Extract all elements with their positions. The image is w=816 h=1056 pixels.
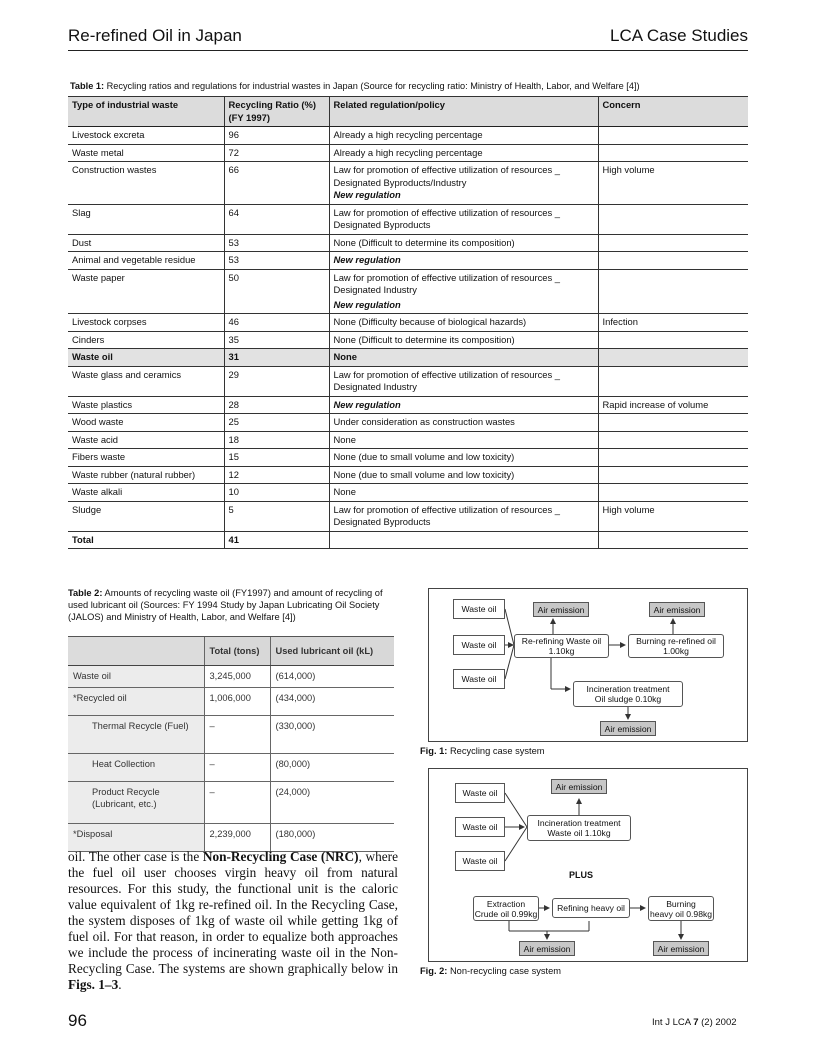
cell-type: Waste oil bbox=[68, 349, 224, 367]
cell-concern bbox=[598, 252, 748, 270]
process-label: Refining heavy oil bbox=[557, 903, 625, 913]
process-label: Incineration treatment bbox=[537, 818, 621, 828]
cell-total: – bbox=[204, 716, 270, 754]
cell-regulation: Under consideration as construction wastes bbox=[329, 414, 598, 432]
process-amount: Waste oil 1.10kg bbox=[547, 828, 611, 838]
process-label: Burning re-refined oil bbox=[636, 636, 716, 646]
journal-issue: (2) 2002 bbox=[698, 1017, 737, 1028]
header-title: Re-refined Oil in Japan bbox=[68, 26, 242, 45]
cell-type: Livestock excreta bbox=[68, 127, 224, 145]
process-amount: 1.00kg bbox=[663, 646, 689, 656]
table1-caption bbox=[70, 81, 760, 91]
regulation-text: Law for promotion of effective utilization of resources _ Designated Industry bbox=[333, 271, 561, 295]
new-regulation-label: New regulation bbox=[333, 298, 401, 310]
cell-concern bbox=[598, 127, 748, 145]
cell-type: Total bbox=[68, 531, 224, 549]
table-row bbox=[68, 331, 748, 349]
table-row bbox=[68, 144, 748, 162]
waste-oil-node bbox=[453, 635, 505, 655]
node-label: Waste oil bbox=[462, 856, 498, 866]
regulation-text: Law for promotion of effective utilization of resources _ Designated Byproducts/Industry bbox=[333, 164, 561, 188]
figure1-caption-label: Fig. 1: bbox=[420, 746, 448, 756]
cell-concern bbox=[598, 449, 748, 467]
table-row-highlighted bbox=[68, 349, 748, 367]
table-row bbox=[68, 484, 748, 502]
node-label: Waste oil bbox=[462, 822, 498, 832]
cell-ratio: 29 bbox=[224, 366, 329, 396]
table2-header-row bbox=[68, 637, 394, 666]
figure2-caption bbox=[420, 966, 561, 976]
cell-concern bbox=[598, 466, 748, 484]
table-row bbox=[68, 449, 748, 467]
page-number: 96 bbox=[68, 1011, 87, 1030]
cell-total: 2,239,000 bbox=[204, 824, 270, 852]
waste-oil-node bbox=[455, 817, 505, 837]
table-row bbox=[68, 204, 748, 234]
header-section: LCA Case Studies bbox=[610, 26, 748, 45]
node-label: Waste oil bbox=[461, 674, 497, 684]
new-regulation-label: New regulation bbox=[329, 396, 598, 414]
table-row bbox=[68, 754, 394, 782]
waste-oil-node bbox=[453, 669, 505, 689]
table-row bbox=[68, 501, 748, 531]
cell-ratio: 66 bbox=[224, 162, 329, 205]
table1-caption-label: Table 1: bbox=[70, 81, 105, 91]
process-amount: heavy oil 0.98kg bbox=[649, 908, 713, 919]
cell-ratio: 41 bbox=[224, 531, 329, 549]
cell-concern bbox=[598, 349, 748, 367]
table-row bbox=[68, 396, 748, 414]
cell-type: Waste alkali bbox=[68, 484, 224, 502]
cell-type: Wood waste bbox=[68, 414, 224, 432]
air-emission-node bbox=[653, 941, 709, 956]
paragraph-figure-ref: Figs. 1–3 bbox=[68, 977, 119, 992]
process-amount: Crude oil 0.99kg bbox=[474, 908, 538, 919]
cell-type: Waste rubber (natural rubber) bbox=[68, 466, 224, 484]
cell-label: Waste oil bbox=[68, 666, 204, 688]
cell-concern bbox=[598, 366, 748, 396]
table2-caption-text: Amounts of recycling waste oil (FY1997) and amount of recycling of used lubricant oil (Sources: FY 1994 Study by Japan Lubricating Oil Society (JALOS) and Ministry of Health, Labor, and Welfare [4]) bbox=[68, 588, 383, 622]
cell-ratio: 35 bbox=[224, 331, 329, 349]
cell-total: 3,245,000 bbox=[204, 666, 270, 688]
cell-type: Waste plastics bbox=[68, 396, 224, 414]
node-label: Air emission bbox=[537, 604, 585, 615]
refining-process bbox=[552, 898, 630, 918]
paragraph-text: . bbox=[118, 977, 122, 992]
cell-type: Dust bbox=[68, 234, 224, 252]
cell-concern: Rapid increase of volume bbox=[598, 396, 748, 414]
cell-regulation: None bbox=[329, 484, 598, 502]
table-row bbox=[68, 127, 748, 145]
table2-col-total: Total (tons) bbox=[204, 637, 270, 666]
cell-regulation: None (Difficulty because of biological hazards) bbox=[329, 314, 598, 332]
burning-process bbox=[648, 896, 714, 921]
cell-ratio: 53 bbox=[224, 252, 329, 270]
cell-type: Waste acid bbox=[68, 431, 224, 449]
cell-type: Construction wastes bbox=[68, 162, 224, 205]
table-row bbox=[68, 431, 748, 449]
cell-concern bbox=[598, 531, 748, 549]
cell-concern bbox=[598, 234, 748, 252]
waste-oil-node bbox=[453, 599, 505, 619]
process-amount: Oil sludge 0.10kg bbox=[594, 694, 662, 704]
node-label: Air emission bbox=[604, 723, 652, 734]
body-paragraph bbox=[68, 849, 398, 993]
cell-type: Waste glass and ceramics bbox=[68, 366, 224, 396]
table1-col-regulation: Related regulation/policy bbox=[329, 97, 598, 127]
cell-concern: Infection bbox=[598, 314, 748, 332]
cell-ratio: 31 bbox=[224, 349, 329, 367]
paragraph-text: , where the fuel oil user chooses virgin heavy oil from natural resources. For this study, the functional unit is the caloric value equivalent of 1kg re-refined oil. In the Recycling Case, the system disposes of 1kg of waste oil while getting 1kg of fuel oil. For that reason, in order to equalize both approaches we include the process of incinerating waste oil in the Non-Recycling Case. The systems are shown graphically below in bbox=[68, 849, 398, 976]
table-row bbox=[68, 666, 394, 688]
cell-concern: High volume bbox=[598, 501, 748, 531]
table-row bbox=[68, 824, 394, 852]
new-regulation-label: New regulation bbox=[333, 189, 401, 200]
table-row bbox=[68, 234, 748, 252]
table2-caption bbox=[68, 587, 398, 623]
figure1-caption-text: Recycling case system bbox=[449, 746, 545, 756]
cell-lubricant: (614,000) bbox=[270, 666, 394, 688]
rerefining-process bbox=[514, 634, 609, 658]
cell-regulation: None (due to small volume and low toxicity) bbox=[329, 449, 598, 467]
cell-lubricant: (434,000) bbox=[270, 688, 394, 716]
cell-total: – bbox=[204, 754, 270, 782]
cell-type: Livestock corpses bbox=[68, 314, 224, 332]
cell-ratio: 50 bbox=[224, 269, 329, 314]
table-row bbox=[68, 366, 748, 396]
table-row bbox=[68, 162, 748, 205]
cell-concern bbox=[598, 144, 748, 162]
figure2-caption-label: Fig. 2: bbox=[420, 966, 448, 976]
cell-lubricant: (80,000) bbox=[270, 754, 394, 782]
cell-regulation: Law for promotion of effective utilization of resources _ Designated Byproducts bbox=[329, 501, 598, 531]
cell-regulation: None (Difficult to determine its composition) bbox=[329, 331, 598, 349]
cell-concern bbox=[598, 414, 748, 432]
cell-ratio: 12 bbox=[224, 466, 329, 484]
table-total-row bbox=[68, 531, 748, 549]
air-emission-node bbox=[551, 779, 607, 794]
cell-ratio: 96 bbox=[224, 127, 329, 145]
cell-type: Waste metal bbox=[68, 144, 224, 162]
table2-caption-label: Table 2: bbox=[68, 588, 103, 598]
cell-regulation: None bbox=[329, 431, 598, 449]
cell-ratio: 72 bbox=[224, 144, 329, 162]
cell-concern bbox=[598, 204, 748, 234]
journal-citation bbox=[652, 1017, 737, 1028]
table2-col-blank bbox=[68, 637, 204, 666]
table1-col-type: Type of industrial waste bbox=[68, 97, 224, 127]
cell-total: 1,006,000 bbox=[204, 688, 270, 716]
table-row bbox=[68, 314, 748, 332]
running-header bbox=[68, 26, 748, 51]
air-emission-node bbox=[649, 602, 705, 617]
cell-type: Fibers waste bbox=[68, 449, 224, 467]
cell-concern bbox=[598, 269, 748, 314]
cell-type: Animal and vegetable residue bbox=[68, 252, 224, 270]
table1-header-row bbox=[68, 97, 748, 127]
process-label: Burning bbox=[666, 898, 696, 909]
cell-type: Slag bbox=[68, 204, 224, 234]
table-row bbox=[68, 466, 748, 484]
cell-lubricant: (330,000) bbox=[270, 716, 394, 754]
node-label: Waste oil bbox=[461, 604, 497, 614]
table-row bbox=[68, 269, 748, 314]
incineration-process bbox=[573, 681, 683, 707]
cell-label: Thermal Recycle (Fuel) bbox=[68, 716, 204, 754]
cell-regulation: Law for promotion of effective utilization of resources _ Designated Byproducts bbox=[329, 204, 598, 234]
cell-label: *Disposal bbox=[68, 824, 204, 852]
table-row bbox=[68, 688, 394, 716]
cell-regulation: None bbox=[329, 349, 598, 367]
cell-label: Heat Collection bbox=[68, 754, 204, 782]
process-label: Incineration treatment bbox=[586, 684, 670, 694]
node-label: Waste oil bbox=[462, 788, 498, 798]
cell-type: Waste paper bbox=[68, 269, 224, 314]
cell-concern bbox=[598, 431, 748, 449]
cell-regulation: None (Difficult to determine its composition) bbox=[329, 234, 598, 252]
table2 bbox=[68, 636, 394, 852]
process-label: Extraction bbox=[486, 898, 526, 909]
cell-regulation: None (due to small volume and low toxicity) bbox=[329, 466, 598, 484]
burning-process bbox=[628, 634, 724, 658]
new-regulation-label: New regulation bbox=[329, 252, 598, 270]
cell-ratio: 25 bbox=[224, 414, 329, 432]
cell-type: Sludge bbox=[68, 501, 224, 531]
cell-label: *Recycled oil bbox=[68, 688, 204, 716]
table-row bbox=[68, 414, 748, 432]
journal-name: Int J LCA bbox=[652, 1017, 694, 1028]
incineration-process bbox=[527, 815, 631, 841]
cell-regulation bbox=[329, 269, 598, 314]
table-row bbox=[68, 716, 394, 754]
waste-oil-node bbox=[455, 851, 505, 871]
figure1-caption bbox=[420, 746, 545, 756]
air-emission-node bbox=[519, 941, 575, 956]
figure1-frame bbox=[428, 588, 748, 742]
cell-ratio: 18 bbox=[224, 431, 329, 449]
node-label: Air emission bbox=[523, 943, 571, 954]
cell-regulation bbox=[329, 531, 598, 549]
cell-concern bbox=[598, 484, 748, 502]
table-row bbox=[68, 782, 394, 824]
cell-regulation bbox=[329, 162, 598, 205]
cell-concern bbox=[598, 331, 748, 349]
table2-col-lubricant: Used lubricant oil (kL) bbox=[270, 637, 394, 666]
cell-ratio: 5 bbox=[224, 501, 329, 531]
cell-concern: High volume bbox=[598, 162, 748, 205]
figure2-frame bbox=[428, 768, 748, 962]
cell-ratio: 15 bbox=[224, 449, 329, 467]
table1-caption-text: Recycling ratios and regulations for industrial wastes in Japan (Source for recycling ratio: Ministry of Health, Labor, and Welfare [4]) bbox=[106, 81, 640, 91]
cell-total: – bbox=[204, 782, 270, 824]
cell-ratio: 10 bbox=[224, 484, 329, 502]
node-label: Waste oil bbox=[461, 640, 497, 650]
node-label: Air emission bbox=[653, 604, 701, 615]
process-amount: 1.10kg bbox=[548, 646, 575, 656]
cell-ratio: 64 bbox=[224, 204, 329, 234]
paragraph-text: oil. The other case is the bbox=[68, 849, 203, 864]
process-label: Re-refining Waste oil bbox=[521, 636, 602, 646]
air-emission-node bbox=[533, 602, 589, 617]
extraction-process bbox=[473, 896, 539, 921]
cell-type: Cinders bbox=[68, 331, 224, 349]
cell-regulation: Already a high recycling percentage bbox=[329, 127, 598, 145]
table1 bbox=[68, 96, 748, 549]
waste-oil-node bbox=[455, 783, 505, 803]
cell-label: Product Recycle (Lubricant, etc.) bbox=[68, 782, 204, 824]
cell-lubricant: (24,000) bbox=[270, 782, 394, 824]
table1-col-concern: Concern bbox=[598, 97, 748, 127]
table1-col-ratio: Recycling Ratio (%) (FY 1997) bbox=[224, 97, 329, 127]
air-emission-node bbox=[600, 721, 656, 736]
cell-ratio: 53 bbox=[224, 234, 329, 252]
journal-volume: 7 bbox=[693, 1017, 699, 1028]
cell-lubricant: (180,000) bbox=[270, 824, 394, 852]
table-row bbox=[68, 252, 748, 270]
node-label: Air emission bbox=[657, 943, 705, 954]
plus-label: PLUS bbox=[569, 870, 594, 880]
cell-regulation: Already a high recycling percentage bbox=[329, 144, 598, 162]
paragraph-emphasis: Non-Recycling Case (NRC) bbox=[202, 849, 359, 864]
figure2-caption-text: Non-recycling case system bbox=[449, 966, 562, 976]
node-label: Air emission bbox=[555, 781, 603, 792]
cell-ratio: 46 bbox=[224, 314, 329, 332]
cell-regulation: Law for promotion of effective utilization of resources _ Designated Industry bbox=[329, 366, 598, 396]
cell-ratio: 28 bbox=[224, 396, 329, 414]
